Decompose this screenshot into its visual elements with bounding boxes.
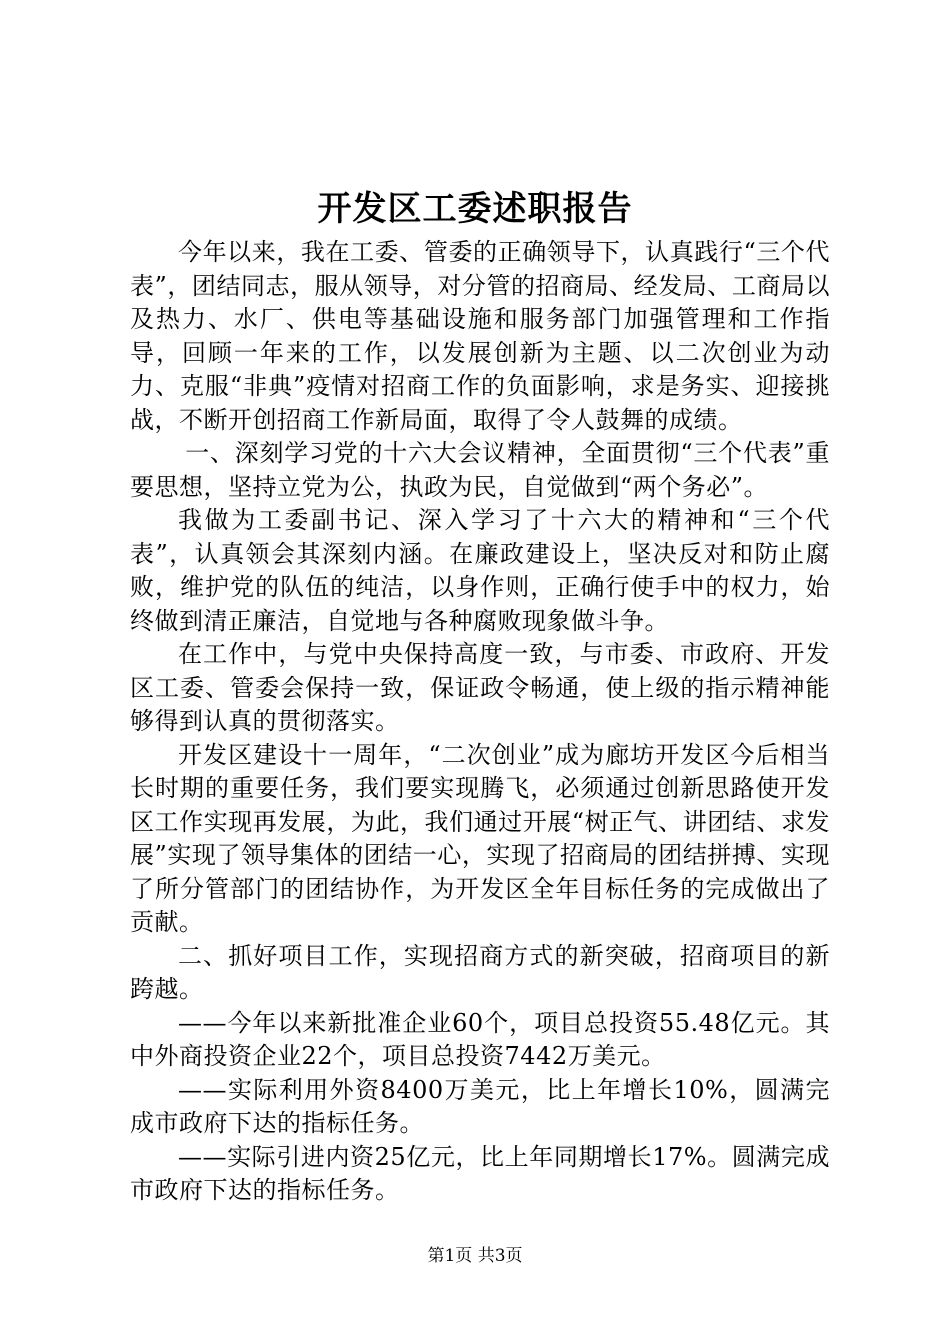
paragraph-second-venture: 开发区建设十一周年，“二次创业”成为廊坊开发区今后相当长时期的重要任务，我们要实现腾飞，必须通过创新思路使开发区工作实现再发展，为此，我们通过开展“树正气、讲团结、求发展”实现了领导集体的团结一心，实现了招商局的团结拼搏、实现了所分管部门的团结协作，为开发区全年目标任务的完成做出了贡献。 [130,740,830,936]
document-title: 开发区工委述职报告 [317,189,633,229]
paragraph-foreign-capital: ——实际利用外资8400万美元，比上年增长10%，圆满完成市政府下达的指标任务。 [130,1075,830,1137]
section-heading-one: 一、深刻学习党的十六大会议精神，全面贯彻“三个代表”重要思想，坚持立党为公，执政为民，自觉做到“两个务必”。 [130,439,830,501]
page-footer: 第1页 共3页 [427,1246,523,1266]
document-body [130,236,830,1208]
paragraph-intro: 今年以来，我在工委、管委的正确领导下，认真践行“三个代表”，团结同志，服从领导，对分管的招商局、经发局、工商局以及热力、水厂、供电等基础设施和服务部门加强管理和工作指导，回顾一年来的工作，以发展创新为主题、以二次创业为动力、克服“非典”疫情对招商工作的负面影响，求是务实、迎接挑战，不断开创招商工作新局面，取得了令人鼓舞的成绩。 [130,238,830,434]
paragraph-domestic-capital: ——实际引进内资25亿元，比上年同期增长17%。圆满完成市政府下达的指标任务。 [130,1142,830,1204]
paragraph-consistency: 在工作中，与党中央保持高度一致，与市委、市政府、开发区工委、管委会保持一致，保证政令畅通，使上级的指示精神能够得到认真的贯彻落实。 [130,640,830,735]
paragraph-study: 我做为工委副书记、深入学习了十六大的精神和“三个代表”，认真领会其深刻内涵。在廉政建设上，坚决反对和防止腐败，维护党的队伍的纯洁，以身作则，正确行使手中的权力，始终做到清正廉洁，自觉地与各种腐败现象做斗争。 [130,506,830,635]
section-heading-two: 二、抓好项目工作，实现招商方式的新突破，招商项目的新跨越。 [130,941,830,1003]
paragraph-new-enterprises: ——今年以来新批准企业60个，项目总投资55.48亿元。其中外商投资企业22个，项目总投资7442万美元。 [130,1008,830,1070]
